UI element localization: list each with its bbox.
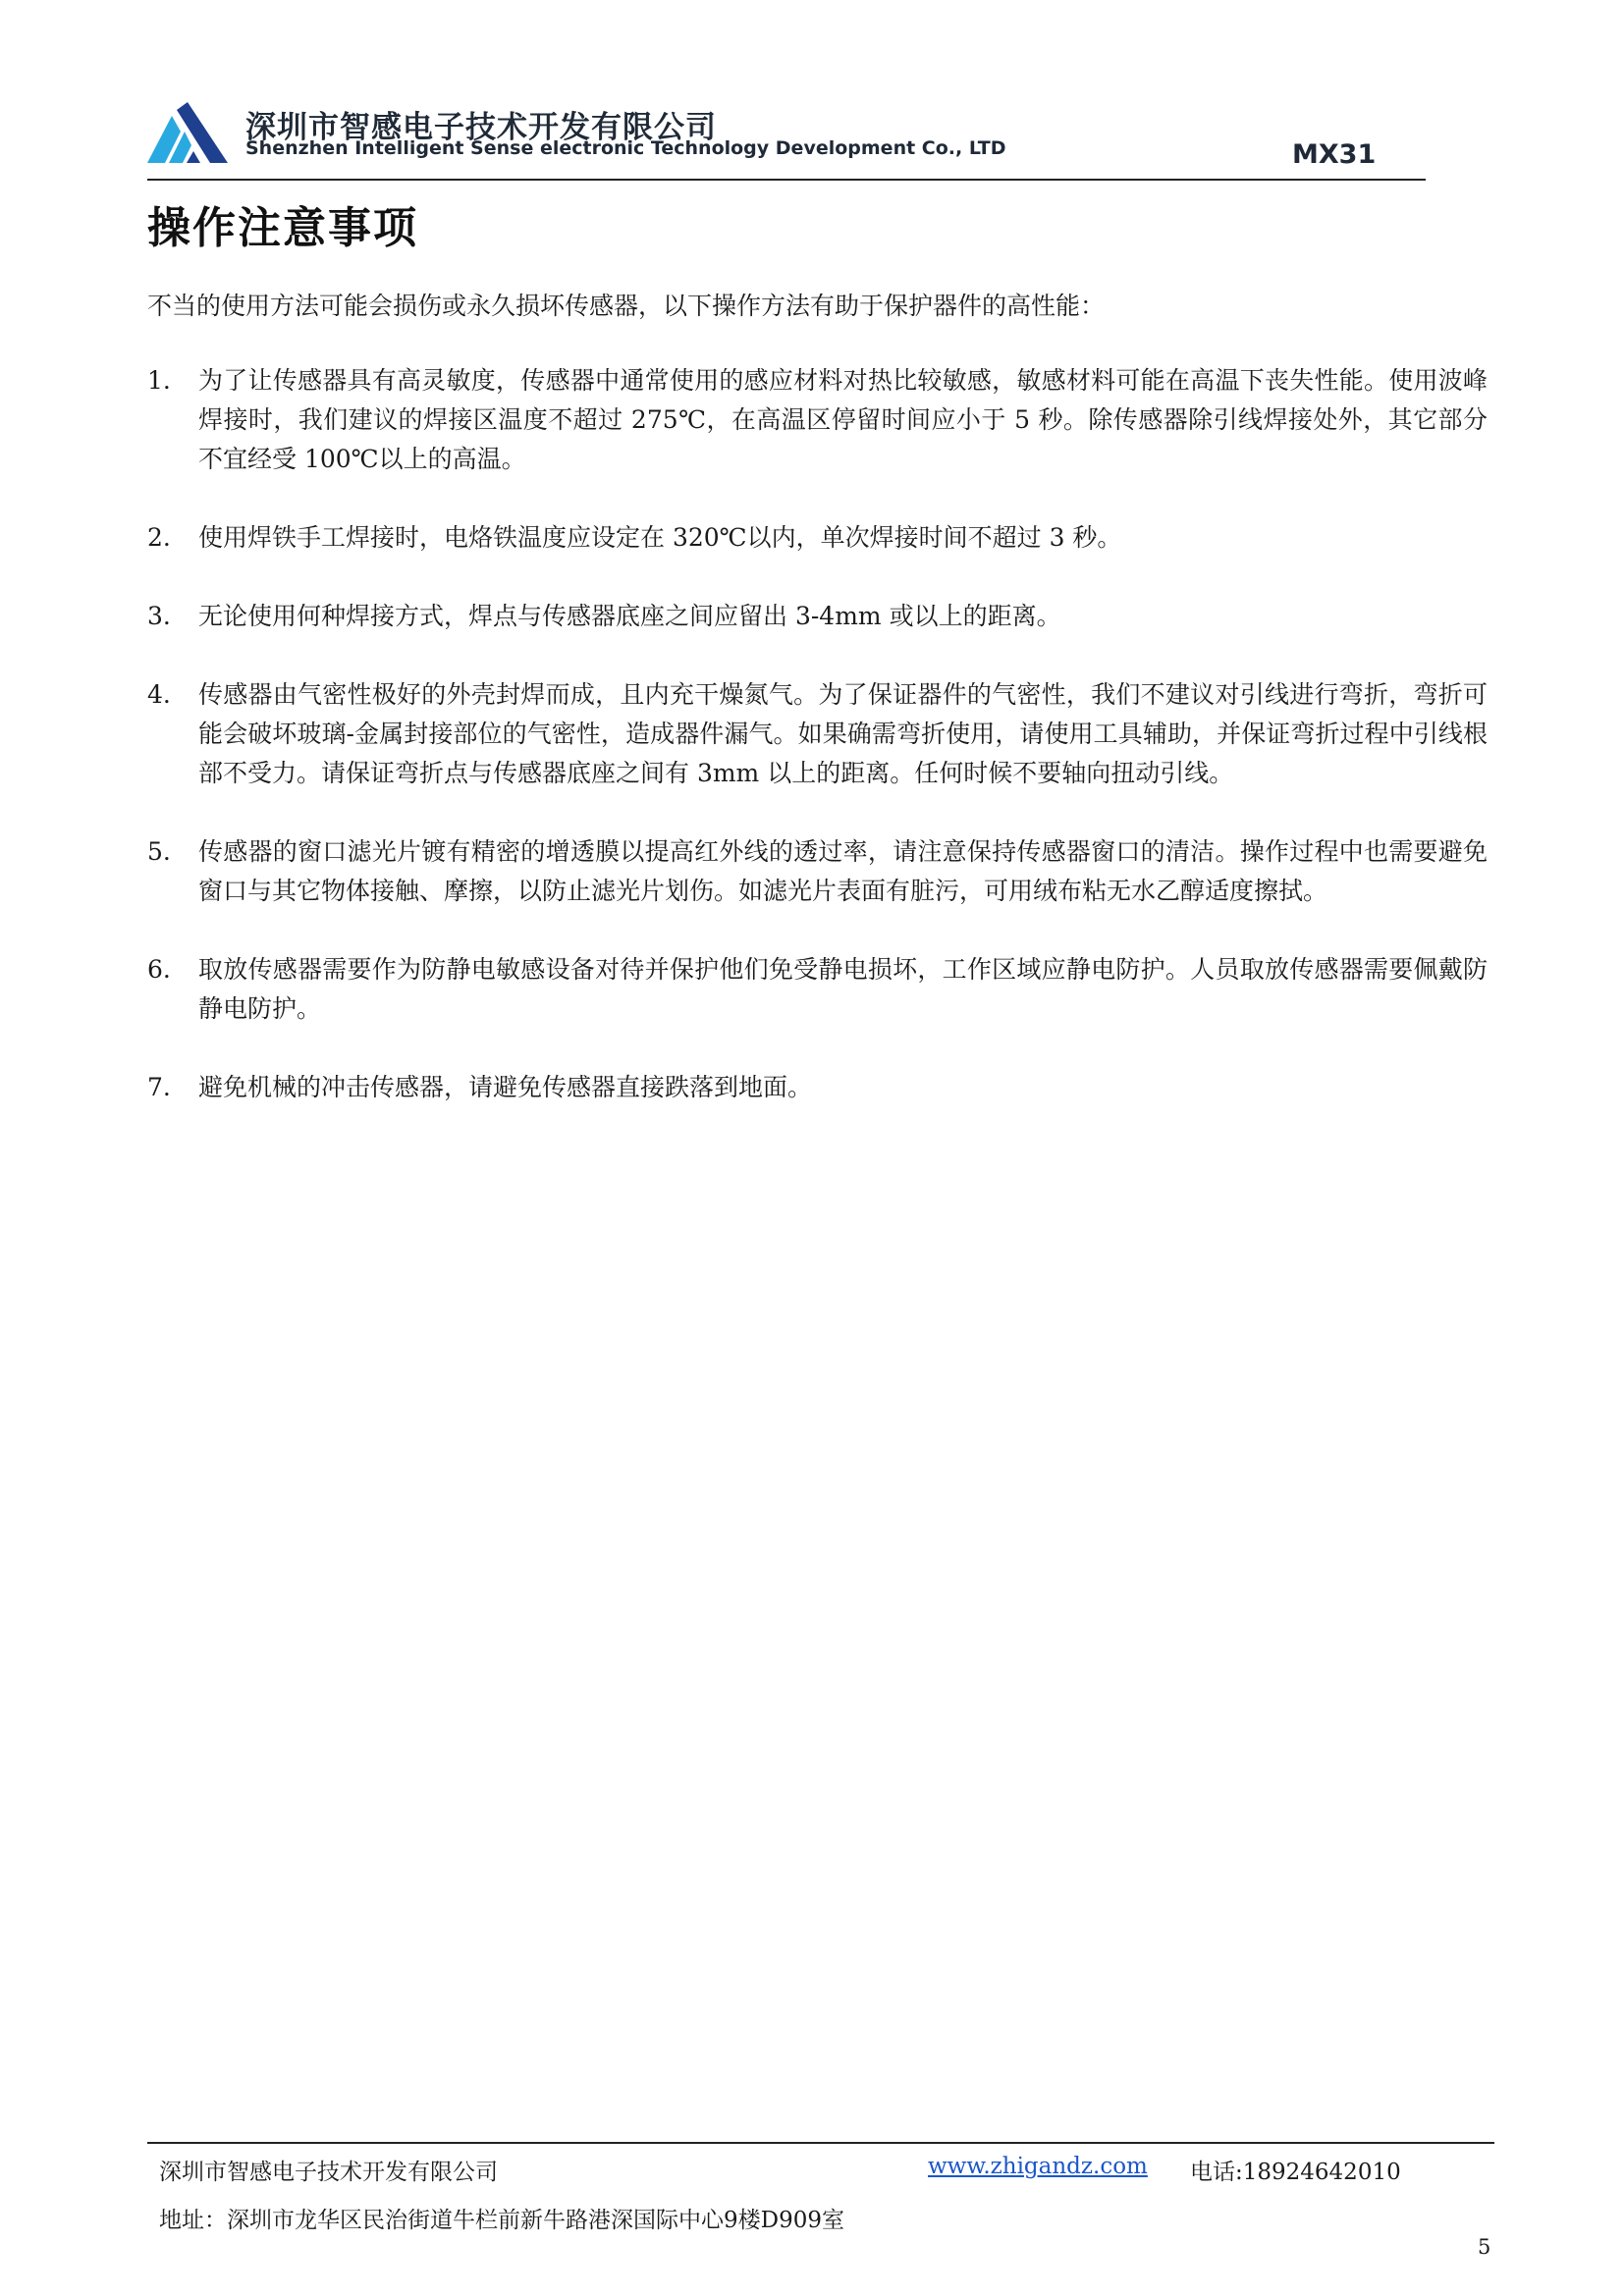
list-item-number: 1. — [147, 366, 171, 395]
list-item — [147, 518, 1488, 558]
section-title: 操作注意事项 — [147, 203, 418, 253]
page-number: 5 — [1478, 2235, 1491, 2259]
list-item-text: 为了让传感器具有高灵敏度，传感器中通常使用的感应材料对热比较敏感，敏感材料可能在高温下丧失性能。使用波峰焊接时，我们建议的焊接区温度不超过 275℃，在高温区停留时间应小于 5 秒。除传感器除引线焊接处外，其它部分不宜经受 100℃以上的高温。 — [198, 366, 1488, 473]
list-item-number: 5. — [147, 837, 171, 866]
list-item — [147, 832, 1488, 911]
list-item-text: 传感器的窗口滤光片镀有精密的增透膜以提高红外线的透过率，请注意保持传感器窗口的清洁。操作过程中也需要避免窗口与其它物体接触、摩擦，以防止滤光片划伤。如滤光片表面有脏污，可用绒布粘无水乙醇适度擦拭。 — [198, 837, 1488, 905]
list-item-number: 2. — [147, 523, 171, 552]
list-item-text: 避免机械的冲击传感器，请避免传感器直接跌落到地面。 — [198, 1073, 813, 1101]
list-item — [147, 361, 1488, 479]
list-item-number: 6. — [147, 955, 171, 984]
company-name-en: Shenzhen Intelligent Sense electronic Technology Development Co., LTD — [245, 137, 1006, 159]
list-item — [147, 675, 1488, 793]
list-item — [147, 597, 1488, 636]
list-item-number: 3. — [147, 602, 171, 630]
footer-company-name: 深圳市智感电子技术开发有限公司 — [159, 2160, 498, 2185]
model-code: MX31 — [1292, 139, 1377, 170]
list-item-text: 取放传感器需要作为防静电敏感设备对待并保护他们免受静电损坏，工作区域应静电防护。人员取放传感器需要佩戴防静电防护。 — [198, 955, 1488, 1023]
footer-phone: 电话:18924642010 — [1190, 2160, 1401, 2185]
company-name-cn: 深圳市智感电子技术开发有限公司 — [245, 110, 717, 145]
list-item-text: 使用焊铁手工焊接时，电烙铁温度应设定在 320℃以内，单次焊接时间不超过 3 秒。 — [198, 523, 1122, 552]
company-logo-icon — [147, 102, 228, 163]
website-link[interactable]: www.zhigandz.com — [928, 2154, 1148, 2179]
footer-address: 地址：深圳市龙华区民治街道牛栏前新牛路港深国际中心9楼D909室 — [159, 2208, 844, 2233]
footer-divider — [147, 2142, 1494, 2144]
list-item-text: 传感器由气密性极好的外壳封焊而成，且内充干燥氮气。为了保证器件的气密性，我们不建议对引线进行弯折，弯折可能会破坏玻璃-金属封接部位的气密性，造成器件漏气。如果确需弯折使用，请使用工具辅助，并保证弯折过程中引线根部不受力。请保证弯折点与传感器底座之间有 3mm 以上的距离。任何时候不要轴向扭动引线。 — [198, 680, 1488, 787]
intro-paragraph: 不当的使用方法可能会损伤或永久损坏传感器，以下操作方法有助于保护器件的高性能： — [147, 292, 1106, 320]
precaution-list — [147, 361, 1488, 1147]
list-item — [147, 1068, 1488, 1107]
header-divider — [147, 179, 1426, 181]
list-item — [147, 950, 1488, 1029]
list-item-number: 7. — [147, 1073, 171, 1101]
list-item-text: 无论使用何种焊接方式，焊点与传感器底座之间应留出 3-4mm 或以上的距离。 — [198, 602, 1061, 630]
list-item-number: 4. — [147, 680, 171, 709]
